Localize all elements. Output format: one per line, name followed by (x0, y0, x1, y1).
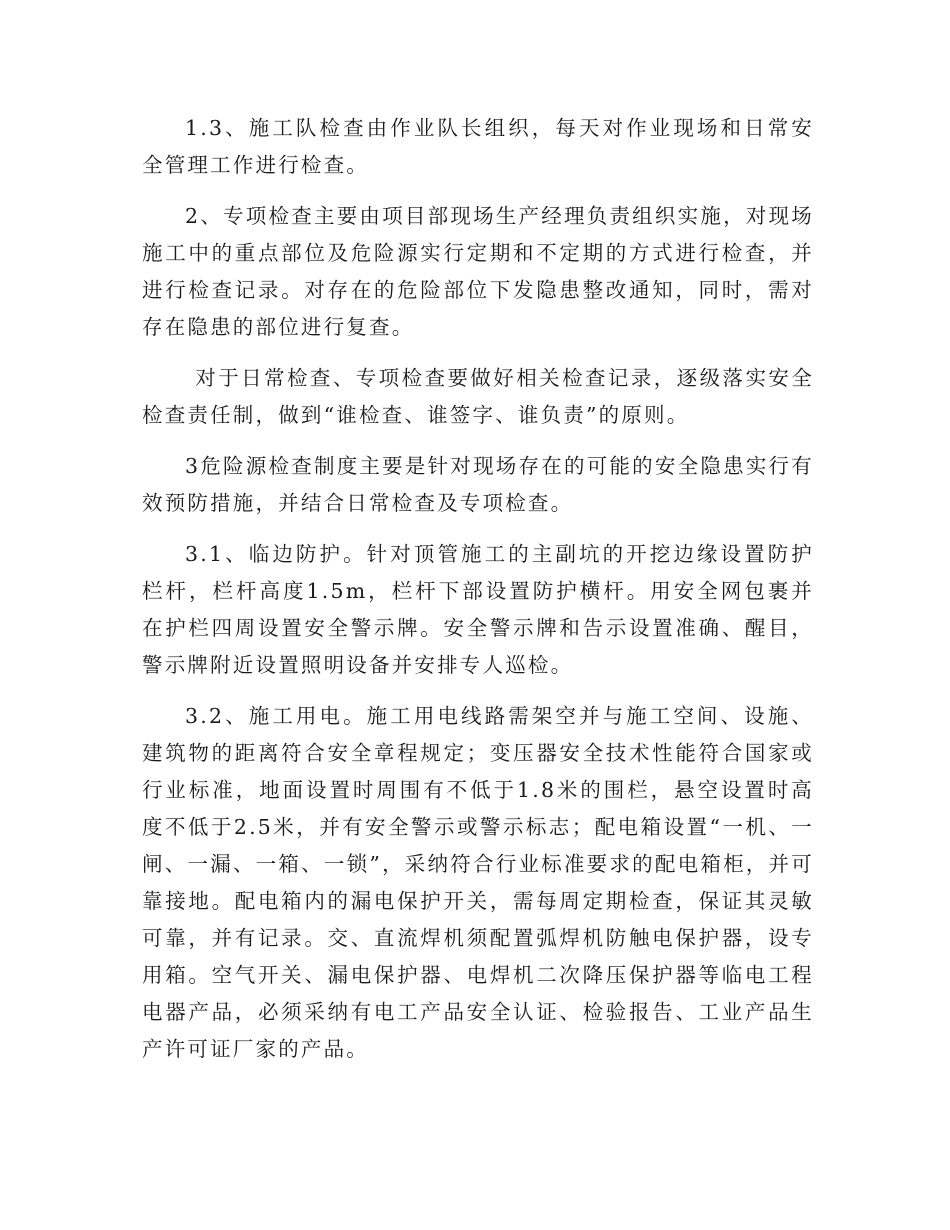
paragraph-construction-electricity: 3.2、施工用电。施工用电线路需架空并与施工空间、设施、建筑物的距离符合安全章程规定；变压器安全技术性能符合国家或行业标准，地面设置时周围有不低于1.8米的围栏，悬空设置时高度不低于2.5米，并有安全警示或警示标志；配电箱设置“一机、一闸、一漏、一箱、一锁”，采纳符合行业标准要求的配电箱柜，并可靠接地。配电箱内的漏电保护开关，需每周定期检查，保证其灵敏可靠，并有记录。交、直流焊机须配置弧焊机防触电保护器，设专用箱。空气开关、漏电保护器、电焊机二次降压保护器等临电工程电器产品，必须采纳有电工产品安全认证、检验报告、工业产品生产许可证厂家的产品。 (142, 704, 814, 1061)
paragraph-hazard-inspection: 3危险源检查制度主要是针对现场存在的可能的安全隐患实行有效预防措施，并结合日常检查及专项检查。 (142, 454, 814, 515)
document-body (142, 110, 814, 1082)
paragraph-inspection-records: 对于日常检查、专项检查要做好相关检查记录，逐级落实安全检查责任制，做到“谁检查、谁签字、谁负责”的原则。 (142, 366, 814, 427)
paragraph-edge-protection: 3.1、临边防护。针对顶管施工的主副坑的开挖边缘设置防护栏杆，栏杆高度1.5m，栏杆下部设置防护横杆。用安全网包裹并在护栏四周设置安全警示牌。安全警示牌和告示设置准确、醒目，警示牌附近设置照明设备并安排专人巡检。 (142, 542, 814, 677)
paragraph-special-inspection: 2、专项检查主要由项目部现场生产经理负责组织实施，对现场施工中的重点部位及危险源实行定期和不定期的方式进行检查，并进行检查记录。对存在的危险部位下发隐患整改通知，同时，需对存在隐患的部位进行复查。 (142, 204, 814, 339)
paragraph-team-inspection: 1.3、施工队检查由作业队长组织，每天对作业现场和日常安全管理工作进行检查。 (142, 116, 814, 177)
